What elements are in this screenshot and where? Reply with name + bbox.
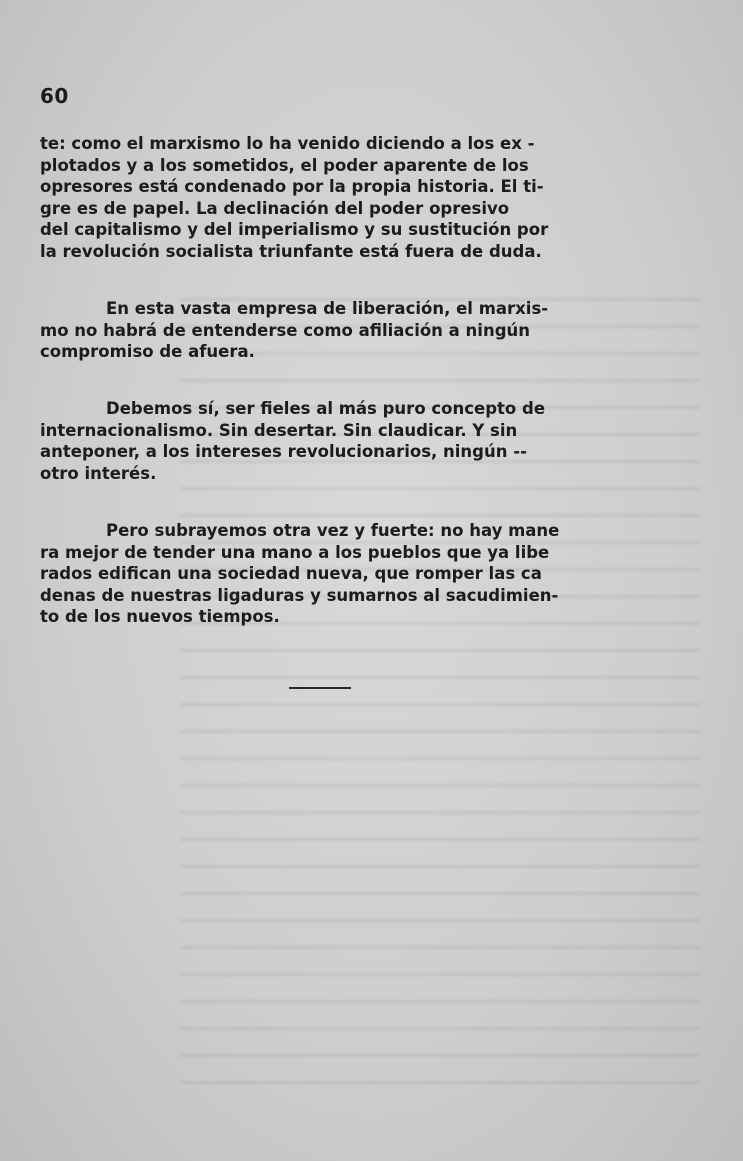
text-line: rados edifican una sociedad nueva, que romper las ca [40,564,542,583]
text-line: plotados y a los sometidos, el poder aparente de los [40,155,529,175]
paragraph-1 [40,133,612,262]
page-number: 60 [40,84,69,108]
text-line: En esta vasta empresa de liberación, el marxis- [106,299,549,318]
text-line: anteponer, a los intereses revolucionarios, ningún -- [40,442,527,461]
section-divider-rule [289,687,351,689]
text-line: otro interés. [40,463,157,483]
text-line: te: como el marxismo lo ha venido diciendo a los ex - [40,134,535,153]
paragraph-2 [40,298,612,363]
text-line: internacionalismo. Sin desertar. Sin claudicar. Y sin [40,420,518,440]
paragraph-4 [40,520,612,628]
text-line: opresores está condenado por la propia historia. El ti- [40,177,544,196]
text-line: Debemos sí, ser fieles al más puro concepto de [106,399,546,418]
text-line: la revolución socialista triunfante está fuera de duda. [40,241,542,261]
paragraph-3 [40,398,612,484]
text-line: ra mejor de tender una mano a los pueblos que ya libe [40,542,550,562]
text-line: compromiso de afuera. [40,342,255,361]
text-line: denas de nuestras ligaduras y sumarnos al sacudimien- [40,585,559,605]
text-line: gre es de papel. La declinación del poder opresivo [40,198,510,218]
text-line: mo no habrá de entenderse como afiliación a ningún [40,320,531,340]
text-line: Pero subrayemos otra vez y fuerte: no hay mane [106,521,560,540]
text-line: to de los nuevos tiempos. [40,607,280,626]
text-line: del capitalismo y del imperialismo y su sustitución por [40,220,549,239]
